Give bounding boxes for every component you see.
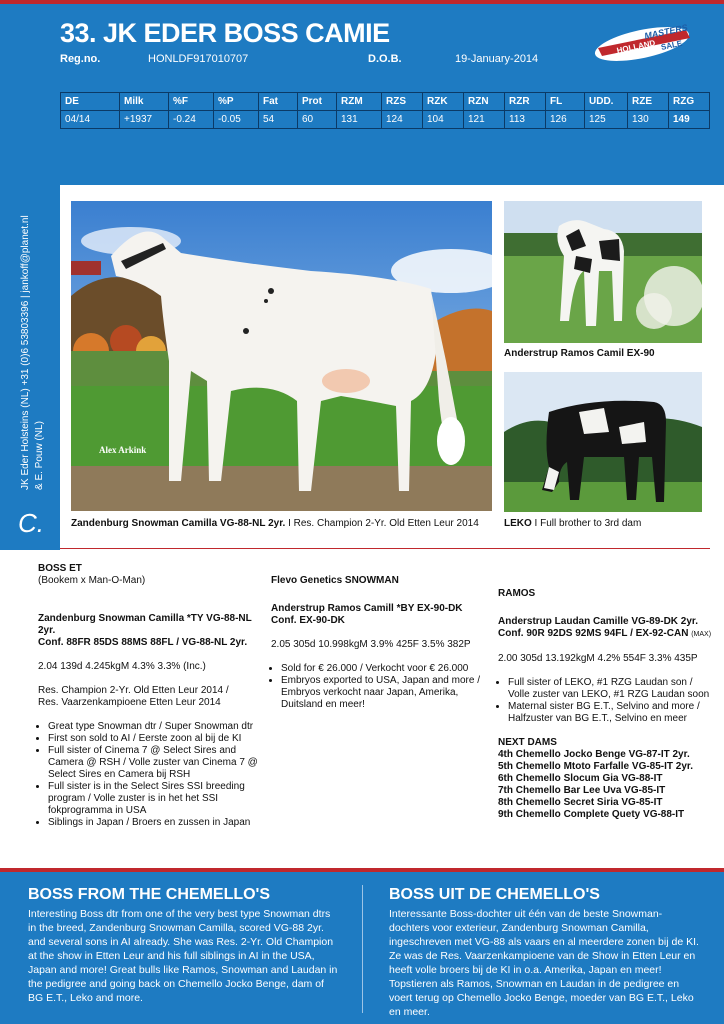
next-dam-item: 6th Chemello Slocum Gia VG-88-IT [498, 773, 663, 784]
section-divider [60, 548, 710, 549]
col1-bullet: • Siblings in Japan / Broers en zussen in Japan [48, 817, 268, 829]
stats-header-cell: RZS [382, 93, 423, 111]
stats-value-cell: 149 [669, 111, 710, 129]
bottom-right-caption [504, 518, 641, 529]
stats-value-cell: 104 [423, 111, 464, 129]
stats-value-cell: 113 [505, 111, 546, 129]
main-cow-photo [71, 201, 492, 511]
sidebar-mark: C. [18, 508, 44, 538]
leko-caption-bold: LEKO [504, 518, 532, 529]
col2-dam-production: 2.05 305d 10.998kgM 3.9% 425F 3.5% 382P [271, 639, 471, 650]
col2-sire: Flevo Genetics SNOWMAN [271, 575, 399, 586]
photo-credit: Alex Arkink [99, 445, 147, 455]
col1-dam-name: Zandenburg Snowman Camilla *TY VG-88-NL 2yr. [38, 613, 252, 636]
stats-header-cell: UDD. [585, 93, 628, 111]
stats-header-cell: RZM [337, 93, 382, 111]
col1-bullet: • Great type Snowman dtr / Super Snowman dtr [48, 721, 268, 733]
col1-dam-production: 2.04 139d 4.245kgM 4.3% 3.3% (Inc.) [38, 661, 206, 672]
stats-value-row [61, 111, 710, 129]
col3-dam-production: 2.00 305d 13.192kgM 4.2% 554F 3.3% 435P [498, 653, 698, 664]
stats-header-cell: Prot [298, 93, 337, 111]
stats-value-cell: -0.05 [214, 111, 259, 129]
next-dams-title: NEXT DAMS [498, 737, 557, 748]
col1-sire: BOSS ET [38, 563, 82, 574]
logo-text-masters: MASTERS [643, 22, 689, 42]
page-title: 33. JK EDER BOSS CAMIE [60, 18, 390, 48]
reg-value: HONLDF917010707 [148, 53, 249, 65]
stats-value-cell: 60 [298, 111, 337, 129]
col2-dam-name: Anderstrup Ramos Camill *BY EX-90-DK [271, 603, 463, 614]
col1-bullet: • Full sister of Cinema 7 @ Select Sires and Camera @ RSH / Volle zuster van Cinema 7 @ Select Sires en Camera bij RSH [48, 745, 268, 781]
pedigree-column-1 [38, 563, 268, 829]
col1-bullet: • First son sold to AI / Eerste zoon al bij de KI [48, 733, 268, 745]
footer-accent-line [0, 868, 724, 872]
col2-dam-conf: Conf. EX-90-DK [271, 615, 345, 626]
logo-text-sale: SALE [660, 38, 683, 52]
stats-header-row [61, 93, 710, 111]
stats-value-cell: 124 [382, 111, 423, 129]
col2-bullets [271, 663, 491, 711]
stats-header-cell: Milk [120, 93, 169, 111]
col3-dam-conf-line [498, 628, 713, 641]
stats-header-cell: RZN [464, 93, 505, 111]
next-dam-item: 9th Chemello Complete Quety VG-88-IT [498, 809, 685, 820]
footer-divider [362, 885, 363, 1013]
col3-bullet: • Full sister of LEKO, #1 RZG Laudan son / Volle zuster van LEKO, #1 RZG Laudan soon [508, 677, 713, 701]
top-right-cow-photo [504, 201, 702, 343]
stats-header-cell: RZR [505, 93, 546, 111]
footer-text-nl: Interessante Boss-dochter uit één van de beste Snowman-dochters voor exterieur, Zandenburg Snowman Camilla, ingeschreven met VG-88 als vaars en al meerdere zonen bij de KI. Ze was de Res. Vaarzenkampioene van de Show in Etten Leur en heeft volle broers bij de KI in o.a. Amerika, Japan en meer! Topstieren als Ramos, Snowman en Laudan in de pedigree en voert terug op Chemello Jocko Benge, moeder van BG E.T., Leko en meer. [389, 908, 699, 1018]
stats-value-cell: -0.24 [169, 111, 214, 129]
col1-sire-line: (Bookem x Man-O-Man) [38, 575, 146, 586]
dob-value: 19-January-2014 [455, 53, 539, 65]
stats-header-cell: RZE [628, 93, 669, 111]
next-dam-item: 5th Chemello Mtoto Farfalle VG-85-IT 2yr. [498, 761, 694, 772]
main-photo-caption [71, 518, 479, 529]
stats-value-cell: 126 [546, 111, 585, 129]
stats-header-cell: RZK [423, 93, 464, 111]
stats-header-cell: %F [169, 93, 214, 111]
stats-header-cell: %P [214, 93, 259, 111]
col3-dam-conf-small: (MAX) [691, 631, 712, 638]
stats-table [60, 92, 710, 129]
col3-dam-conf: Conf. 90R 92DS 92MS 94FL / EX-92-CAN [498, 628, 689, 639]
footer-title-en: BOSS FROM THE CHEMELLO'S [28, 886, 271, 903]
stats-header-cell: DE [61, 93, 120, 111]
stats-value-cell: 125 [585, 111, 628, 129]
stats-header-cell: RZG [669, 93, 710, 111]
reg-label: Reg.no. [60, 53, 101, 65]
top-right-caption: Anderstrup Ramos Camil EX-90 [504, 348, 655, 359]
sidebar-contact-2: & E. Pouw (NL) [34, 421, 45, 490]
col3-dam-name: Anderstrup Laudan Camille VG-89-DK 2yr. [498, 616, 699, 627]
col1-bullet: • Full sister is in the Select Sires SSI breeding program / Volle zuster is in het het SSI fokprogramma in USA [48, 781, 268, 817]
col3-bullets [498, 677, 713, 725]
stats-value-cell: 130 [628, 111, 669, 129]
main-caption-rest: I Res. Champion 2-Yr. Old Etten Leur 2014 [285, 518, 479, 529]
col2-bullet: • Sold for € 26.000 / Verkocht voor € 26.000 [281, 663, 491, 675]
col1-dam-title-2: Res. Vaarzenkampioene Etten Leur 2014 [38, 697, 221, 708]
next-dam-item: 8th Chemello Secret Siria VG-85-IT [498, 797, 663, 808]
stats-value-cell: +1937 [120, 111, 169, 129]
main-caption-bold: Zandenburg Snowman Camilla VG-88-NL 2yr. [71, 518, 286, 529]
col3-sire: RAMOS [498, 588, 536, 599]
logo-text-holland: HOLLAND [615, 38, 657, 56]
stats-value-cell: 131 [337, 111, 382, 129]
header-accent-line [0, 0, 724, 4]
dob-label: D.O.B. [368, 53, 402, 65]
stats-header-cell: Fat [259, 93, 298, 111]
leko-caption-rest: I Full brother to 3rd dam [531, 518, 642, 529]
pedigree-column-2 [271, 575, 491, 711]
col3-bullet: • Maternal sister BG E.T., Selvino and more / Halfzuster van BG E.T., Selvino en meer [508, 701, 713, 725]
footer-text-en: Interesting Boss dtr from one of the very best type Snowman dtrs in the breed, Zandenburg Snowman Camilla, scored VG-88 2yr. and several sons in AI already. She was Res. 2-Yr. Old Champion at the show in Etten Leur and his full siblings in AI in the USA, Japan and more! Great bulls like Ramos, Snowman and Laudan in the pedigree and going back on Chemello Jocko Benge, dam of BG E.T., Leko and more. [28, 908, 338, 1004]
stats-header-cell: FL [546, 93, 585, 111]
stats-value-cell: 04/14 [61, 111, 120, 129]
col1-dam-conf: Conf. 88FR 85DS 88MS 88FL / VG-88-NL 2yr. [38, 637, 248, 648]
next-dam-item: 4th Chemello Jocko Benge VG-87-IT 2yr. [498, 749, 690, 760]
bottom-right-cow-photo [504, 372, 702, 512]
holland-masters-sale-logo [590, 22, 702, 64]
sidebar-contact: JK Eder Holsteins (NL) +31 (0)6 53803396 | jankoff@planet.nl [20, 215, 31, 490]
footer-title-nl: BOSS UIT DE CHEMELLO'S [389, 886, 600, 903]
col1-dam-title-1: Res. Champion 2-Yr. Old Etten Leur 2014 / [38, 685, 229, 696]
stats-value-cell: 121 [464, 111, 505, 129]
stats-value-cell: 54 [259, 111, 298, 129]
col2-bullet: • Embryos exported to USA, Japan and more / Embryos verkocht naar Japan, Amerika, Duitsland en meer! [281, 675, 491, 711]
next-dam-item: 7th Chemello Bar Lee Uva VG-85-IT [498, 785, 666, 796]
col1-bullets [38, 721, 268, 829]
pedigree-column-3 [498, 588, 713, 821]
